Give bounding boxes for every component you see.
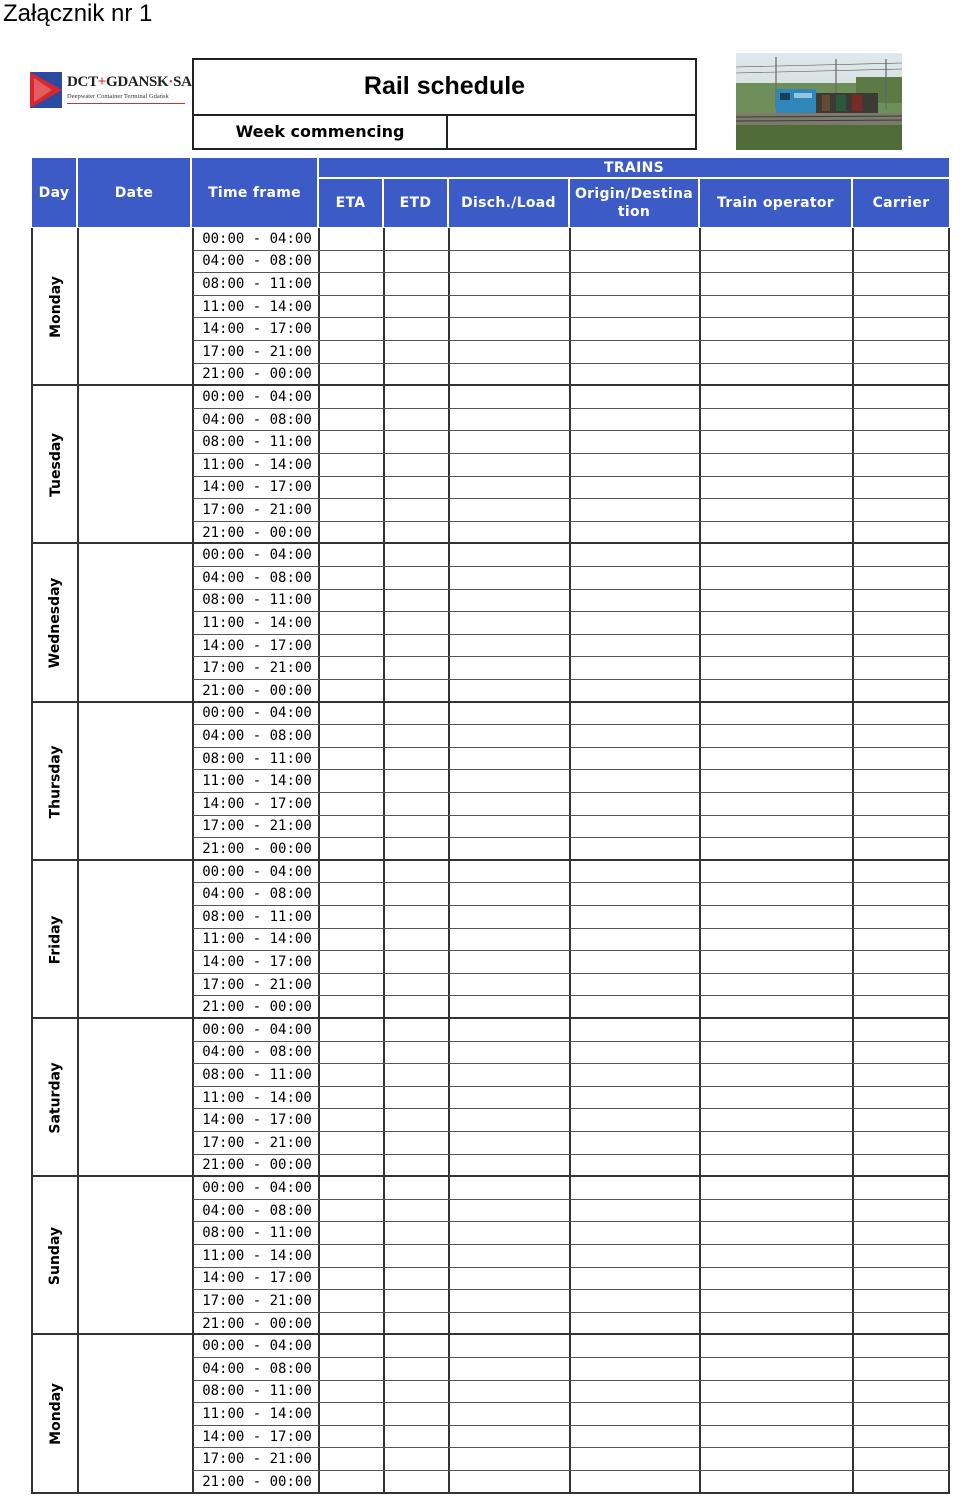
week-commencing-row [192, 116, 697, 150]
day-name: Sunday [47, 1227, 64, 1286]
train-photo [736, 53, 902, 150]
day-block [33, 1019, 950, 1177]
date-cell[interactable] [79, 1335, 192, 1493]
time-slot-label: 17:00 - 21:00 [202, 818, 312, 835]
date-cell[interactable] [79, 1177, 192, 1335]
time-slot-label: 17:00 - 21:00 [202, 343, 312, 360]
day-block [33, 861, 950, 1019]
table-row[interactable] [193, 522, 950, 545]
time-slot-label: 00:00 - 04:00 [202, 705, 312, 722]
day-label [33, 1177, 78, 1335]
day-label [33, 861, 78, 1019]
header-eta: ETA [318, 178, 383, 228]
date-cell[interactable] [79, 861, 192, 1019]
table-row[interactable] [193, 770, 950, 793]
table-row[interactable] [193, 612, 950, 635]
time-slot-label: 04:00 - 08:00 [202, 1044, 312, 1061]
time-slot-label: 21:00 - 00:00 [202, 840, 312, 857]
time-slot-label: 11:00 - 14:00 [202, 931, 312, 948]
table-row[interactable] [193, 477, 950, 500]
time-slot-label: 04:00 - 08:00 [202, 1360, 312, 1377]
time-slot-label: 00:00 - 04:00 [202, 1179, 312, 1196]
schedule-body [31, 228, 950, 1494]
date-cell[interactable] [79, 544, 192, 702]
day-block [33, 1177, 950, 1335]
table-row[interactable] [193, 409, 950, 432]
table-row[interactable] [193, 318, 950, 341]
table-row[interactable] [193, 1471, 950, 1494]
table-row[interactable] [193, 1019, 950, 1042]
time-slot-label: 08:00 - 11:00 [202, 1383, 312, 1400]
attachment-label: Załącznik nr 1 [3, 0, 153, 27]
header-disch-load: Disch./Load [448, 178, 569, 228]
table-row[interactable] [193, 1290, 950, 1313]
table-row[interactable] [193, 296, 950, 319]
table-row[interactable] [193, 1335, 950, 1358]
time-slot-label: 14:00 - 17:00 [202, 1270, 312, 1287]
day-name: Monday [47, 1383, 64, 1446]
day-name: Friday [47, 915, 64, 965]
time-slot-label: 17:00 - 21:00 [202, 1451, 312, 1468]
header-trains: TRAINS [318, 157, 950, 178]
time-slot-label: 14:00 - 17:00 [202, 953, 312, 970]
table-row[interactable] [193, 341, 950, 364]
logo-mark-icon [30, 72, 62, 108]
day-name: Saturday [47, 1062, 64, 1134]
time-slot-label: 11:00 - 14:00 [202, 614, 312, 631]
table-row[interactable] [193, 544, 950, 567]
table-row[interactable] [193, 431, 950, 454]
day-block [33, 1335, 950, 1493]
time-slot-label: 21:00 - 00:00 [202, 1315, 312, 1332]
time-slot-label: 04:00 - 08:00 [202, 1202, 312, 1219]
time-slot-label: 04:00 - 08:00 [202, 253, 312, 270]
table-row[interactable] [193, 929, 950, 952]
date-cell[interactable] [79, 228, 192, 386]
time-slot-label: 11:00 - 14:00 [202, 1089, 312, 1106]
time-slot-label: 04:00 - 08:00 [202, 886, 312, 903]
table-row[interactable] [193, 635, 950, 658]
time-slot-label: 14:00 - 17:00 [202, 479, 312, 496]
time-slot-label: 11:00 - 14:00 [202, 456, 312, 473]
table-row[interactable] [193, 1426, 950, 1449]
table-row[interactable] [193, 1064, 950, 1087]
time-slot-label: 00:00 - 04:00 [202, 388, 312, 405]
page-title: Rail schedule [363, 72, 526, 100]
time-slot-label: 08:00 - 11:00 [202, 908, 312, 925]
day-block [33, 386, 950, 544]
table-row[interactable] [193, 1177, 950, 1200]
time-slot-label: 17:00 - 21:00 [202, 1292, 312, 1309]
time-slot-label: 00:00 - 04:00 [202, 863, 312, 880]
day-separator [33, 1492, 950, 1494]
header-origin-destination-line2: tion [617, 204, 651, 220]
table-row[interactable] [193, 1268, 950, 1291]
table-row[interactable] [193, 1155, 950, 1178]
time-slot-label: 17:00 - 21:00 [202, 1134, 312, 1151]
table-row[interactable] [193, 861, 950, 884]
table-row[interactable] [193, 499, 950, 522]
table-row[interactable] [193, 816, 950, 839]
time-slot-label: 14:00 - 17:00 [202, 1112, 312, 1129]
company-logo [30, 72, 192, 110]
table-row[interactable] [193, 590, 950, 613]
day-label [33, 228, 78, 386]
header-train-operator: Train operator [699, 178, 852, 228]
time-slot-label: 21:00 - 00:00 [202, 1473, 312, 1490]
date-cell[interactable] [79, 386, 192, 544]
table-row[interactable] [193, 1109, 950, 1132]
time-slot-label: 04:00 - 08:00 [202, 569, 312, 586]
time-slot-label: 14:00 - 17:00 [202, 637, 312, 654]
table-row[interactable] [193, 1042, 950, 1065]
header-etd: ETD [383, 178, 448, 228]
table-row[interactable] [193, 1403, 950, 1426]
header-carrier: Carrier [852, 178, 950, 228]
day-block [33, 703, 950, 861]
table-row[interactable] [193, 273, 950, 296]
rail-schedule-table [31, 157, 950, 1494]
header-origin-destination-line1: Origin/Destina [574, 186, 694, 202]
table-row[interactable] [193, 703, 950, 726]
time-slot-label: 21:00 - 00:00 [202, 999, 312, 1016]
time-slot-label: 21:00 - 00:00 [202, 1157, 312, 1174]
header-day: Day [31, 157, 77, 228]
time-slot-label: 08:00 - 11:00 [202, 750, 312, 767]
header-origin-destination [569, 178, 699, 228]
day-label [33, 386, 78, 544]
table-row[interactable] [193, 725, 950, 748]
time-slot-label: 08:00 - 11:00 [202, 1066, 312, 1083]
logo-rule [67, 103, 185, 104]
table-row[interactable] [193, 906, 950, 929]
week-commencing-field[interactable] [448, 116, 695, 148]
table-row[interactable] [193, 454, 950, 477]
table-row[interactable] [193, 680, 950, 703]
day-name: Thursday [47, 745, 64, 819]
table-row[interactable] [193, 1222, 950, 1245]
time-slot-label: 17:00 - 21:00 [202, 501, 312, 518]
time-slot-label: 08:00 - 11:00 [202, 1225, 312, 1242]
time-slot-label: 17:00 - 21:00 [202, 976, 312, 993]
table-row[interactable] [193, 793, 950, 816]
logo-company-name: DCT+GDANSK·SA [67, 74, 192, 90]
table-row[interactable] [193, 951, 950, 974]
time-slot-label: 00:00 - 04:00 [202, 547, 312, 564]
day-block [33, 228, 950, 386]
table-row[interactable] [193, 386, 950, 409]
table-row[interactable] [193, 251, 950, 274]
logo-tagline: Deepwater Container Terminal Gdańsk [67, 93, 169, 100]
day-label [33, 1335, 78, 1493]
table-row[interactable] [193, 1245, 950, 1268]
table-row[interactable] [193, 567, 950, 590]
date-cell[interactable] [79, 703, 192, 861]
time-slot-label: 00:00 - 04:00 [202, 1021, 312, 1038]
time-slot-label: 21:00 - 00:00 [202, 682, 312, 699]
table-row[interactable] [193, 1087, 950, 1110]
time-slot-label: 00:00 - 04:00 [202, 230, 312, 247]
time-slot-label: 14:00 - 17:00 [202, 1428, 312, 1445]
table-row[interactable] [193, 1313, 950, 1336]
time-slot-label: 08:00 - 11:00 [202, 434, 312, 451]
time-slot-label: 04:00 - 08:00 [202, 411, 312, 428]
time-slot-label: 04:00 - 08:00 [202, 727, 312, 744]
table-row[interactable] [193, 996, 950, 1019]
time-slot-label: 14:00 - 17:00 [202, 321, 312, 338]
day-label [33, 703, 78, 861]
time-slot-label: 11:00 - 14:00 [202, 1247, 312, 1264]
week-commencing-label: Week commencing [194, 116, 448, 148]
day-name: Tuesday [47, 433, 64, 498]
table-row[interactable] [193, 1358, 950, 1381]
time-slot-label: 14:00 - 17:00 [202, 795, 312, 812]
time-slot-label: 08:00 - 11:00 [202, 592, 312, 609]
time-slot-label: 08:00 - 11:00 [202, 275, 312, 292]
time-slot-label: 17:00 - 21:00 [202, 660, 312, 677]
time-slot-label: 11:00 - 14:00 [202, 773, 312, 790]
time-slot-label: 11:00 - 14:00 [202, 1405, 312, 1422]
day-label [33, 1019, 78, 1177]
table-row[interactable] [193, 838, 950, 861]
table-row[interactable] [193, 228, 950, 251]
table-row[interactable] [193, 974, 950, 997]
table-row[interactable] [193, 1448, 950, 1471]
header-date: Date [77, 157, 191, 228]
day-name: Monday [47, 276, 64, 338]
time-slot-label: 11:00 - 14:00 [202, 298, 312, 315]
time-slot-label: 21:00 - 00:00 [202, 524, 312, 541]
table-row[interactable] [193, 1381, 950, 1404]
date-cell[interactable] [79, 1019, 192, 1177]
table-row[interactable] [193, 883, 950, 906]
table-row[interactable] [193, 1132, 950, 1155]
header-time-frame: Time frame [191, 157, 318, 228]
day-label [33, 544, 78, 702]
time-slot-label: 00:00 - 04:00 [202, 1338, 312, 1355]
title-box [192, 58, 697, 116]
table-row[interactable] [193, 748, 950, 771]
day-name: Wednesday [47, 578, 64, 669]
table-row[interactable] [193, 364, 950, 387]
table-row[interactable] [193, 657, 950, 680]
day-block [33, 544, 950, 702]
table-row[interactable] [193, 1200, 950, 1223]
time-slot-label: 21:00 - 00:00 [202, 366, 312, 383]
